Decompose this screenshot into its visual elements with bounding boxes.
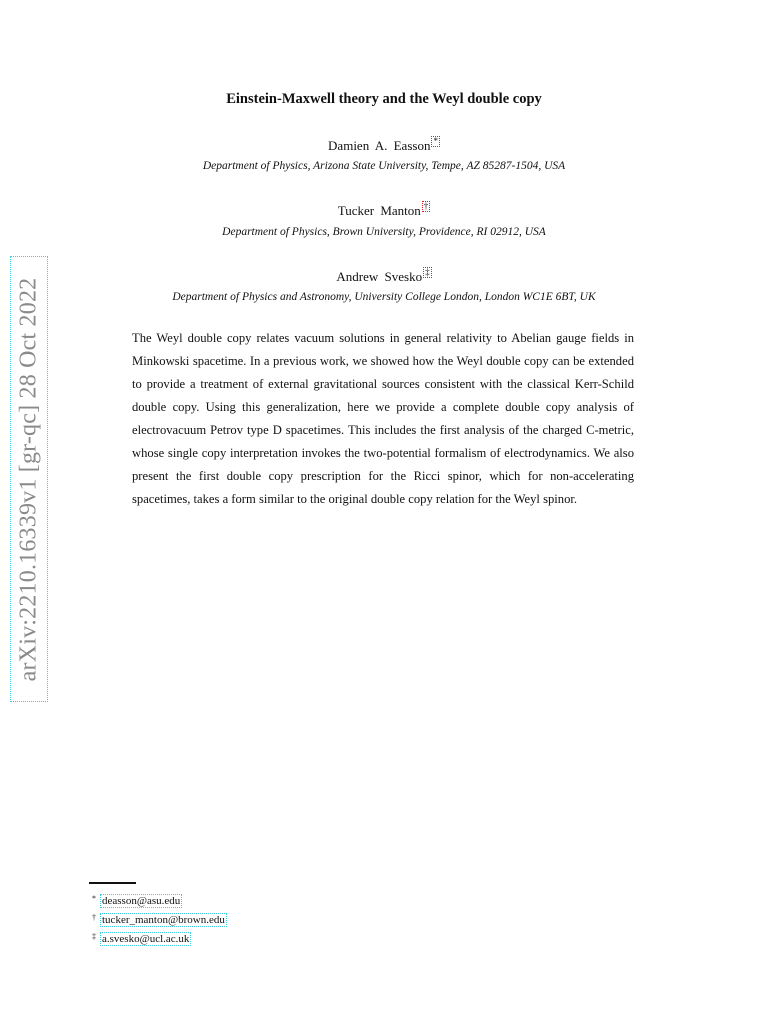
footnote-mark: ‡ [92,932,96,941]
author-name: Tucker Manton [337,203,421,218]
author-2 [0,201,768,219]
footnote-rule [89,882,136,884]
footnote-3 [92,932,191,945]
author-footnote-mark[interactable]: † [423,201,429,211]
footnote-2 [92,913,227,926]
affiliation-2: Department of Physics, Brown University, Providence, RI 02912, USA [222,226,546,238]
paper-title: Einstein-Maxwell theory and the Weyl double copy [226,91,542,107]
abstract [132,327,634,511]
affiliation-3: Department of Physics and Astronomy, University College London, London WC1E 6BT, UK [172,291,596,303]
author-1 [0,136,768,154]
author-footnote-mark[interactable]: ‡ [425,267,430,277]
email-link[interactable]: tucker_manton@brown.edu [102,914,225,926]
arxiv-identifier-stamp[interactable] [10,256,48,702]
author-footnote-mark[interactable]: * [433,136,438,146]
email-link[interactable]: deasson@asu.edu [102,895,181,907]
author-3 [0,267,768,285]
author-name: Andrew Svesko [336,269,423,284]
arxiv-identifier-text: arXiv:2210.16339v1 [gr-qc] 28 Oct 2022 [15,277,42,681]
author-name: Damien A. Easson [328,138,431,153]
abstract-text: The Weyl double copy relates vacuum solutions in general relativity to Abelian gauge fields in Minkowski spacetime. In a previous work, we showed how the Weyl double copy can be extended to provide a treatment of external gravitational sources consistent with the classical Kerr-Schild double copy. Using this generalization, here we provide a complete double copy analysis of electrovacuum Petrov type D spacetimes. This includes the first analysis of the charged C-metric, whose single copy interpretation invokes the two-potential formalism of electrodynamics. We also present the first double copy prescription for the Ricci spinor, which for non-accelerating spacetimes, takes a form similar to the original double copy relation for the Weyl spinor. [132,331,634,506]
email-link[interactable]: a.svesko@ucl.ac.uk [102,933,190,945]
footnote-mark: † [92,913,96,922]
affiliation-1: Department of Physics, Arizona State University, Tempe, AZ 85287-1504, USA [202,160,566,172]
footnote-mark: * [92,894,96,903]
footnote-1 [92,894,182,907]
